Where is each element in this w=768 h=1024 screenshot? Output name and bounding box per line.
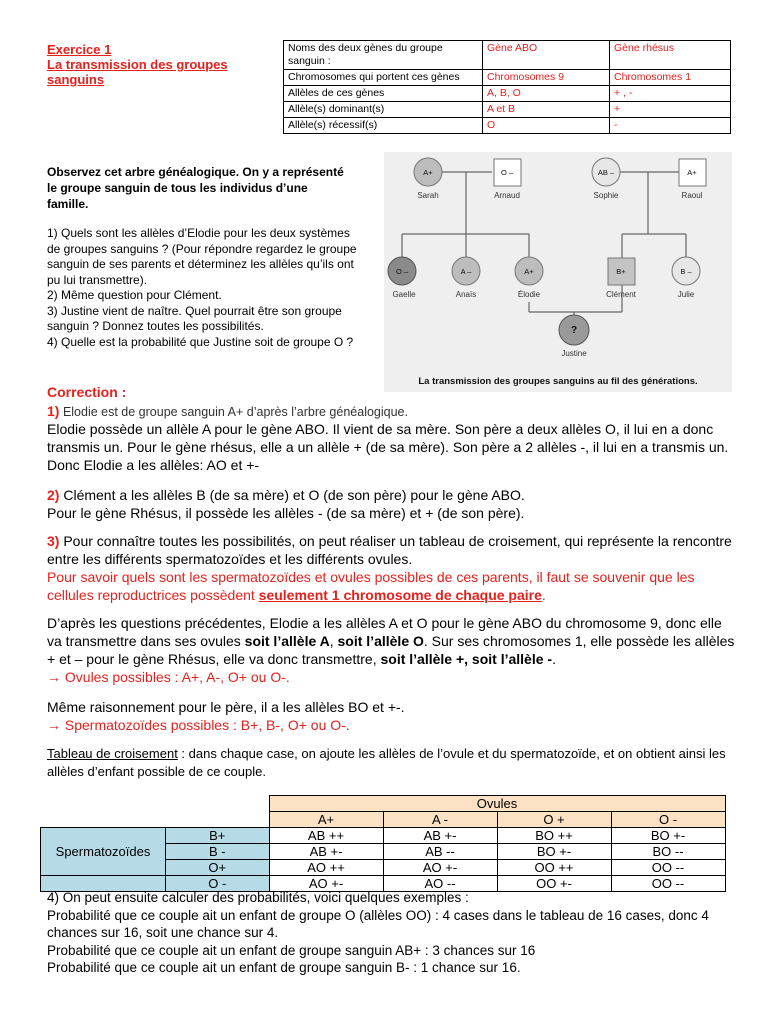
answer-2-number: 2) bbox=[47, 487, 60, 503]
p2-text-e: . bbox=[552, 651, 556, 667]
gene-table-cell: A et B bbox=[483, 102, 610, 118]
sperm-possible: → Spermatozoïdes possibles : B+, B-, O+ ou O-. bbox=[47, 717, 350, 733]
question-3: 3) Justine vient de naître. Quel pourrait être son groupe sanguin ? Donnez toutes les possibilités. bbox=[47, 303, 342, 333]
correction-heading: Correction : bbox=[47, 384, 127, 400]
question-4: 4) Quelle est la probabilité que Justine soit de groupe O ? bbox=[47, 334, 354, 349]
answer-1-body: Elodie possède un allèle A pour le gène ABO. Il vient de sa mère. Son père a deux allèles O, il lui en a donc transmis un. Pour le gène rhésus, elle a un allèle + (de sa mère). Son père a 2 allèles -, il lui en a transmis un. Donc Elodie a les allèles: AO et +- bbox=[47, 421, 729, 473]
gene-table bbox=[283, 40, 731, 134]
tree-caption: La transmission des groupes sanguins au fil des générations. bbox=[418, 376, 698, 387]
sperm-header: Spermatozoïdes bbox=[41, 828, 166, 876]
cross-table bbox=[40, 795, 726, 892]
cross-cell: AB -- bbox=[383, 844, 497, 860]
gene-table-cell: Gène rhésus bbox=[610, 41, 731, 70]
question-2: 2) Même question pour Clément. bbox=[47, 288, 222, 302]
conclusion bbox=[47, 889, 737, 977]
cross-cell: AO -- bbox=[383, 876, 497, 892]
node-clement-group: B+ bbox=[616, 267, 626, 276]
father-line: Même raisonnement pour le père, il a les allèles BO et +-. bbox=[47, 699, 405, 715]
family-tree bbox=[384, 152, 732, 392]
cross-cell: AO +- bbox=[269, 876, 383, 892]
gene-table-cell: Chromosomes qui portent ces gènes bbox=[284, 70, 483, 86]
answer-1-line1 bbox=[47, 402, 747, 421]
father-reasoning bbox=[47, 698, 737, 734]
sperm-header-cell: B+ bbox=[166, 828, 270, 844]
answer-3-number: 3) bbox=[47, 533, 60, 549]
tableau-text: : dans chaque case, on ajoute les allèles de l’ovule et du spermatozoïde, et on obtient ainsi les allèles d’enfant possible de ce couple. bbox=[47, 746, 726, 779]
gene-table-cell: A, B, O bbox=[483, 86, 610, 102]
gene-table-cell: Chromosomes 9 bbox=[483, 70, 610, 86]
p2-text-a: D’après les questions précédentes, Elodie a les allèles A et O pour le gène ABO du chromosome 9, donc elle va transmettre dans ses ovules bbox=[47, 615, 722, 649]
cross-cell: BO +- bbox=[497, 844, 611, 860]
p2-bold-1: soit l’allèle A bbox=[244, 633, 330, 649]
gene-table-row bbox=[284, 86, 731, 102]
tree-lines bbox=[402, 172, 686, 318]
cross-empty-4 bbox=[166, 812, 270, 828]
node-sophie-group: AB – bbox=[597, 168, 615, 177]
p2-text-c: , bbox=[329, 633, 338, 649]
node-gaelle bbox=[388, 257, 416, 299]
conclusion-line1: 4) On peut ensuite calculer des probabilités, voici quelques exemples : bbox=[47, 890, 469, 905]
cross-cell: AB ++ bbox=[269, 828, 383, 844]
answer-3-red-text: Pour savoir quels sont les spermatozoïdes et ovules possibles de ces parents, il faut se souvenir que les cellules reproductrices possèdent bbox=[47, 569, 695, 603]
node-raoul bbox=[679, 159, 706, 200]
answer-2-line2: Pour le gène Rhésus, il possède les allèles - (de sa mère) et + (de son père). bbox=[47, 505, 525, 521]
intro-questions bbox=[47, 226, 365, 350]
ovule-header-cell: A - bbox=[383, 812, 497, 828]
intro-bold-text: Observez cet arbre généalogique. On y a représenté le groupe sanguin de tous les individus d’une famille. bbox=[47, 165, 344, 211]
cross-cell: OO ++ bbox=[497, 860, 611, 876]
ovule-header-cell: A+ bbox=[269, 812, 383, 828]
node-elodie-name: Élodie bbox=[517, 290, 541, 299]
cross-cell: OO +- bbox=[497, 876, 611, 892]
conclusion-line4: Probabilité que ce couple ait un enfant de groupe sanguin B- : 1 chance sur 16. bbox=[47, 960, 521, 975]
cross-cell: BO +- bbox=[611, 828, 725, 844]
gene-table-cell: + , - bbox=[610, 86, 731, 102]
conclusion-line2: Probabilité que ce couple ait un enfant de groupe O (allèles OO) : 4 cases dans le tableau de 16 cases, donc 4 chances sur 16, soit une chance sur 4. bbox=[47, 907, 709, 940]
ovule-header-cell: O - bbox=[611, 812, 725, 828]
answer-3-red-bold: seulement 1 chromosome de chaque paire bbox=[258, 587, 542, 603]
cross-cell: AO +- bbox=[383, 860, 497, 876]
node-arnaud-name: Arnaud bbox=[494, 191, 520, 200]
node-justine-name: Justine bbox=[561, 349, 587, 358]
cross-cell: OO -- bbox=[611, 860, 725, 876]
cross-cell: BO -- bbox=[611, 844, 725, 860]
node-julie bbox=[672, 257, 700, 299]
gene-table-cell: Allèle(s) récessif(s) bbox=[284, 118, 483, 134]
node-julie-name: Julie bbox=[677, 290, 695, 299]
gene-table-row bbox=[284, 118, 731, 134]
node-sarah-name: Sarah bbox=[417, 191, 439, 200]
sperm-header-cell: O+ bbox=[166, 860, 270, 876]
cross-cell: OO -- bbox=[611, 876, 725, 892]
node-gaelle-name: Gaelle bbox=[392, 290, 416, 299]
gene-table-cell: Allèles de ces gènes bbox=[284, 86, 483, 102]
conclusion-line3: Probabilité que ce couple ait un enfant de groupe sanguin AB+ : 3 chances sur 16 bbox=[47, 942, 536, 958]
cross-cell: AO ++ bbox=[269, 860, 383, 876]
answer-1-number: 1) bbox=[47, 403, 60, 419]
node-clement bbox=[606, 258, 637, 299]
exercise-number: Exercice 1 bbox=[47, 42, 112, 57]
p2-text-d: . Sur ses chromosomes 1, elle possède les allèles + et – pour le gène Rhésus, elle va donc transmettre, bbox=[47, 633, 735, 667]
gene-table-row bbox=[284, 70, 731, 86]
answer-3-red-end: . bbox=[541, 587, 546, 603]
node-gaelle-group: O – bbox=[395, 267, 409, 276]
answer-3 bbox=[47, 532, 737, 604]
gene-table-cell: Noms des deux gènes du groupe sanguin : bbox=[284, 41, 483, 70]
cross-cell: BO ++ bbox=[497, 828, 611, 844]
gene-table-cell: Gène ABO bbox=[483, 41, 610, 70]
node-anais-name: Anaïs bbox=[455, 290, 477, 299]
exercise-title bbox=[47, 42, 267, 87]
ovule-header-cell: O + bbox=[497, 812, 611, 828]
ovules-header: Ovules bbox=[269, 796, 725, 812]
sperm-header-cell: O - bbox=[166, 876, 270, 892]
sperm-header-cell: B - bbox=[166, 844, 270, 860]
gene-table-row bbox=[284, 41, 731, 70]
node-anais bbox=[452, 257, 480, 299]
node-justine-group: ? bbox=[570, 325, 578, 336]
tableau-label: Tableau de croisement bbox=[47, 746, 178, 761]
family-tree-svg bbox=[384, 152, 732, 392]
node-sophie bbox=[592, 158, 620, 200]
node-julie-group: B – bbox=[680, 267, 692, 276]
node-anais-group: A – bbox=[460, 267, 472, 276]
gene-table-cell: Allèle(s) dominant(s) bbox=[284, 102, 483, 118]
answer-3-line1: Pour connaître toutes les possibilités, on peut réaliser un tableau de croisement, qui représente la rencontre entre les différents spermatozoïdes et les différents ovules. bbox=[47, 533, 732, 567]
p2-bold-2: soit l’allèle O bbox=[337, 633, 424, 649]
gene-table-cell: + bbox=[610, 102, 731, 118]
exercise-subtitle: La transmission des groupes sanguins bbox=[47, 57, 228, 87]
node-justine bbox=[559, 315, 589, 358]
node-elodie-group: A+ bbox=[524, 267, 534, 276]
cross-empty-2 bbox=[166, 796, 270, 812]
answer-1-intro: Elodie est de groupe sanguin A+ d’après l’arbre généalogique. bbox=[62, 405, 408, 419]
gene-table-cell: O bbox=[483, 118, 610, 134]
node-sarah-group: A+ bbox=[423, 168, 433, 177]
cross-cell: AB +- bbox=[383, 828, 497, 844]
ovules-possible: → Ovules possibles : A+, A-, O+ ou O-. bbox=[47, 669, 290, 685]
node-clement-name: Clément bbox=[606, 290, 636, 299]
node-arnaud-group: O – bbox=[500, 168, 514, 177]
cross-cell: AB +- bbox=[269, 844, 383, 860]
gene-table-cell: - bbox=[610, 118, 731, 134]
cross-empty-1 bbox=[41, 796, 166, 812]
answer-2-line1: Clément a les allèles B (de sa mère) et O (de son père) pour le gène ABO. bbox=[63, 487, 525, 503]
p2-bold-3: soit l’allèle +, soit l’allèle - bbox=[380, 651, 553, 667]
cross-empty-3 bbox=[41, 812, 166, 828]
node-sophie-name: Sophie bbox=[593, 191, 619, 200]
gene-table-row bbox=[284, 102, 731, 118]
answer-3-red-paragraph bbox=[47, 568, 737, 604]
tableau-description bbox=[47, 745, 737, 781]
question-1: 1) Quels sont les allèles d’Elodie pour les deux systèmes de groupes sanguins ? (Pour répondre regardez le groupe sanguin de ses parents et déterminez les allèles qu’ils ont pu lui transmettre). bbox=[47, 226, 357, 287]
answer-2 bbox=[47, 486, 747, 522]
node-elodie bbox=[515, 257, 543, 299]
node-raoul-group: A+ bbox=[687, 168, 697, 177]
gene-table-cell: Chromosomes 1 bbox=[610, 70, 731, 86]
node-sarah bbox=[414, 158, 442, 200]
answer-3-paragraph2 bbox=[47, 614, 737, 686]
node-arnaud bbox=[494, 159, 521, 200]
node-raoul-name: Raoul bbox=[681, 191, 703, 200]
